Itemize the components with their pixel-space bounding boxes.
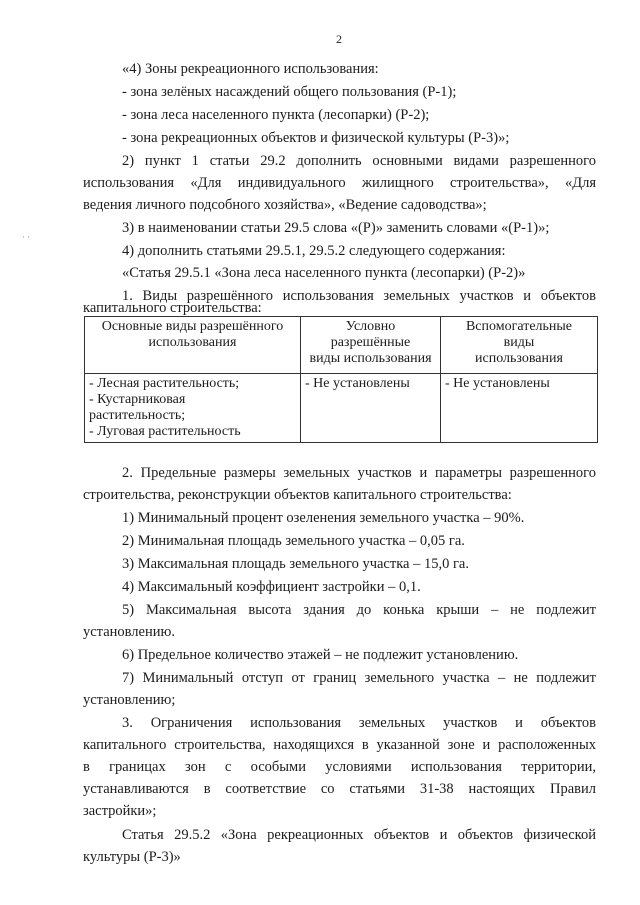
cell-line: растительность; [89,408,186,423]
text-line: Статья 29.5.2 «Зона рекреационных объектов и объектов физической [122,827,596,843]
header-line: Вспомогательные [465,319,573,334]
text-line: установлению. [83,624,175,640]
text-line: - зона рекреационных объектов и физической культуры (Р-3)»; [122,130,510,146]
table-header-main-uses [85,317,301,374]
cell-line: - Кустарниковая [89,392,186,407]
text-line: строительства, реконструкции объектов капитального строительства: [83,487,512,503]
header-line: виды [503,335,535,350]
text-line: установлению; [83,692,176,708]
cell-line: - Луговая растительность [89,424,241,439]
text-line: застройки»; [83,803,157,819]
text-line: 3) в наименовании статьи 29.5 слова «(Р)» заменить словами «(Р-1)»; [122,220,550,236]
table-cell-main-uses [85,374,301,443]
land-use-table [84,316,598,443]
text-line: ведения личного подсобного хозяйства», «Ведение садоводства»; [83,197,487,213]
text-line: устанавливаются в соответствие со статьями 31-38 настоящих Правил [83,781,596,797]
text-line: - зона зелёных насаждений общего пользования (Р-1); [122,84,457,100]
cell-line: - Лесная растительность; [89,376,240,391]
table-header-row [85,317,598,374]
header-line: Условно [345,319,396,334]
text-line: «4) Зоны рекреационного использования: [122,61,379,77]
text-line: 1) Минимальный процент озеленения земельного участка – 90%. [122,510,525,526]
text-line: 2) пункт 1 статьи 29.2 дополнить основными видами разрешенного [122,153,596,169]
text-line: «Статья 29.5.1 «Зона леса населенного пункта (лесопарки) (Р-2)» [122,265,526,281]
text-line: культуры (Р-3)» [83,849,181,865]
text-line: 7) Минимальный отступ от границ земельного участка – не подлежит [122,670,596,686]
table-header-auxiliary-uses [441,317,598,374]
header-line: использования [475,351,563,366]
text-line: - зона леса населенного пункта (лесопарки) (Р-2); [122,107,430,123]
header-line: использования [148,335,237,350]
text-line: 3) Максимальная площадь земельного участка – 15,0 га. [122,556,469,572]
table-row [85,374,598,443]
text-line: 1. Виды разрешённого использования земельных участков и объектов [122,288,596,304]
text-line: 4) Максимальный коэффициент застройки – 0,1. [122,579,421,595]
scan-mark: · · [22,232,31,242]
text-line: капитального строительства: [83,300,262,316]
text-line: 3. Ограничения использования земельных участков и объектов [122,715,596,731]
text-line: 2) Минимальная площадь земельного участка – 0,05 га. [122,533,465,549]
cell-line: - Не установлены [445,376,550,391]
text-line: капитального строительства, находящихся в указанной зоне и расположенных [83,737,596,753]
table-cell-auxiliary-uses [441,374,598,443]
text-line: 2. Предельные размеры земельных участков и параметры разрешенного [122,465,596,481]
table-cell-conditional-uses [301,374,441,443]
header-line: Основные виды разрешённого [101,319,284,334]
text-line: использования «Для индивидуального жилищного строительства», «Для [83,175,596,191]
cell-line: - Не установлены [305,376,410,391]
text-line: в границах зон с особыми условиями использования территории, [83,759,596,775]
text-line: 4) дополнить статьями 29.5.1, 29.5.2 следующего содержания: [122,243,506,259]
text-line: 5) Максимальная высота здания до конька крыши – не подлежит [122,602,596,618]
text-line: 6) Предельное количество этажей – не подлежит установлению. [122,647,519,663]
header-line: виды использования [309,351,432,366]
page-number: 2 [336,32,342,46]
table-header-conditional-uses [301,317,441,374]
header-line: разрешённые [330,335,411,350]
